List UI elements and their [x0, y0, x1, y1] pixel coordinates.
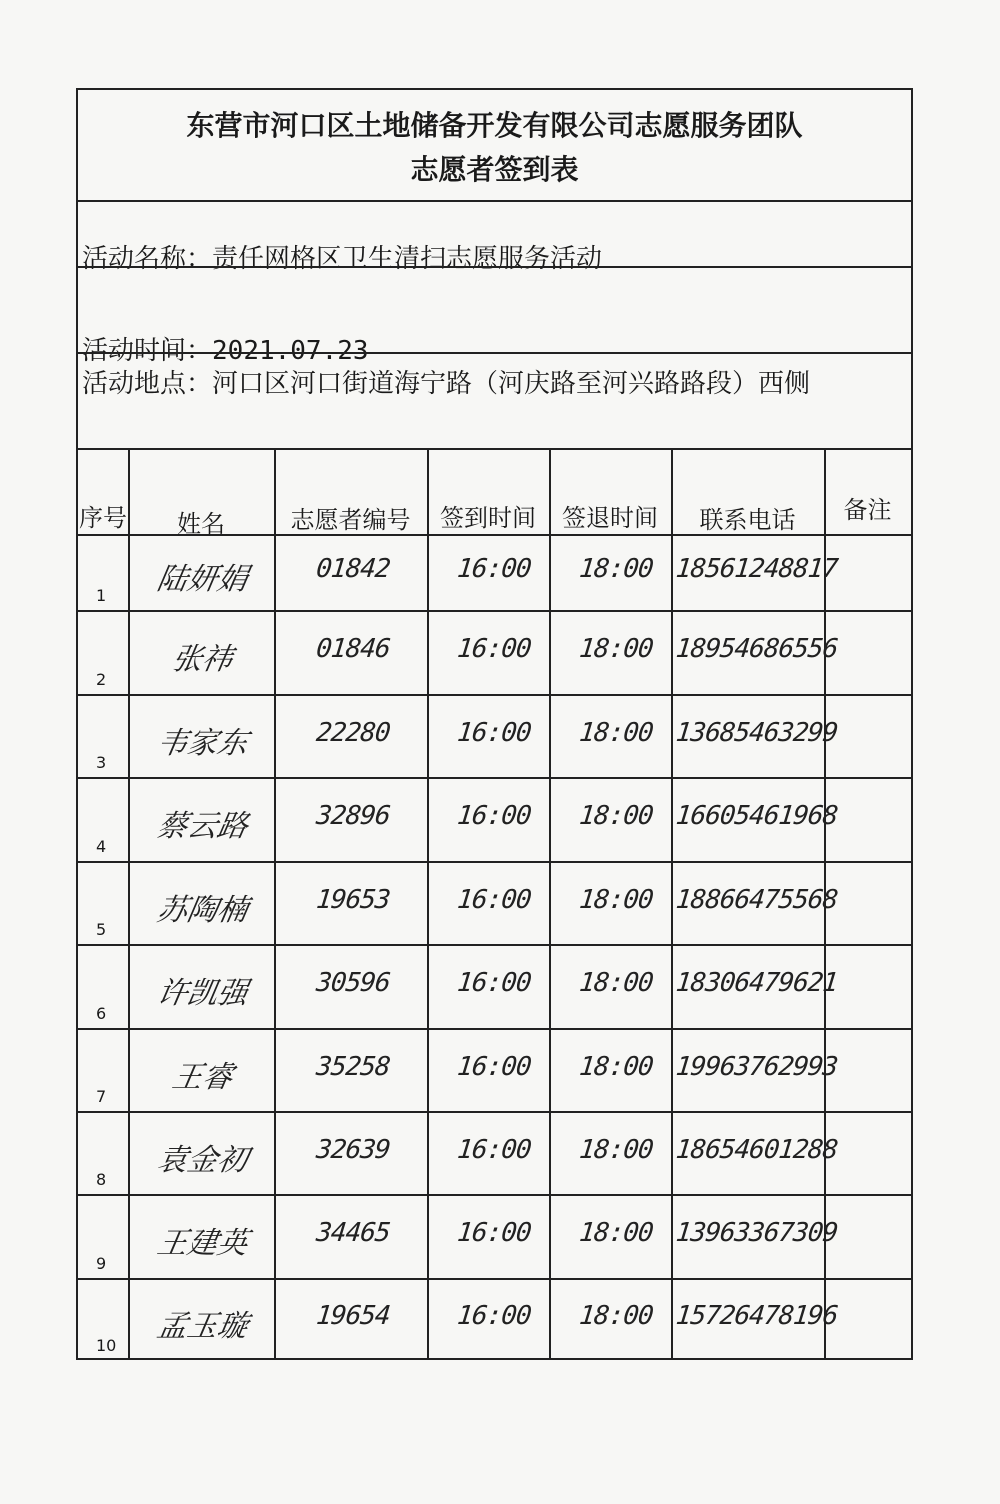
phone-number: 19963762993	[674, 1052, 839, 1082]
phone-number: 15726478196	[674, 1301, 839, 1331]
activity-place-label: 活动地点：	[82, 369, 213, 399]
volunteer-signature: 孟玉璇	[154, 1309, 251, 1344]
phone-number: 13963367309	[674, 1218, 839, 1248]
row-number: 10	[96, 1336, 117, 1355]
row-number: 3	[96, 753, 107, 772]
checkin-time: 16:00	[455, 1052, 533, 1082]
checkin-time: 16:00	[455, 1301, 533, 1331]
row-divider	[78, 1028, 911, 1030]
volunteer-id: 19653	[314, 885, 392, 915]
volunteer-id: 22280	[314, 718, 392, 748]
header-volunteer-id: 志愿者编号	[290, 506, 411, 534]
phone-number: 18654601288	[674, 1135, 839, 1165]
title-line-1: 东营市河口区土地储备开发有限公司志愿服务团队	[186, 109, 803, 142]
row-number: 8	[96, 1170, 107, 1189]
checkin-time: 16:00	[455, 1218, 533, 1248]
volunteer-id: 30596	[314, 968, 392, 998]
header-checkin-time: 签到时间	[440, 504, 536, 532]
checkout-time: 18:00	[577, 634, 655, 664]
divider	[78, 266, 911, 268]
volunteer-id: 19654	[314, 1301, 392, 1331]
phone-number: 16605461968	[674, 801, 839, 831]
checkin-time: 16:00	[455, 718, 533, 748]
volunteer-id: 32896	[314, 801, 392, 831]
checkin-time: 16:00	[455, 1135, 533, 1165]
activity-name-value: 责任网格区卫生清扫志愿服务活动	[212, 244, 603, 274]
header-checkout-time: 签退时间	[562, 504, 658, 532]
header-name: 姓名	[177, 510, 225, 538]
checkin-time: 16:00	[455, 885, 533, 915]
volunteer-signature: 蔡云路	[154, 809, 251, 844]
activity-time-value: 2021.07.23	[212, 336, 369, 366]
row-number: 9	[96, 1254, 107, 1273]
volunteer-id: 35258	[314, 1052, 392, 1082]
row-number: 2	[96, 670, 107, 689]
volunteer-signature: 陆妍娟	[154, 562, 251, 597]
volunteer-signature: 苏陶楠	[154, 893, 251, 928]
row-divider	[78, 694, 911, 696]
volunteer-signature: 王睿	[169, 1060, 236, 1095]
volunteer-signature: 许凯强	[154, 976, 251, 1011]
checkin-time: 16:00	[455, 801, 533, 831]
volunteer-signature: 韦家东	[154, 726, 251, 761]
phone-number: 13685463299	[674, 718, 839, 748]
row-number: 6	[96, 1004, 107, 1023]
activity-name-row	[82, 238, 602, 275]
volunteer-id: 01842	[314, 554, 392, 584]
checkin-time: 16:00	[455, 554, 533, 584]
volunteer-id: 01846	[314, 634, 392, 664]
row-number: 5	[96, 920, 107, 939]
header-note: 备注	[843, 496, 892, 524]
checkout-time: 18:00	[577, 1218, 655, 1248]
row-divider	[78, 777, 911, 779]
phone-number: 18954686556	[674, 634, 839, 664]
row-divider	[78, 861, 911, 863]
row-number: 7	[96, 1087, 107, 1106]
checkin-time: 16:00	[455, 634, 533, 664]
table-top-line	[78, 448, 911, 450]
volunteer-signature: 王建英	[154, 1226, 251, 1261]
volunteer-signature: 袁金初	[154, 1143, 251, 1178]
row-divider	[78, 534, 911, 536]
row-number: 1	[96, 586, 107, 605]
checkout-time: 18:00	[577, 718, 655, 748]
checkout-time: 18:00	[577, 1135, 655, 1165]
activity-place-row	[82, 364, 903, 404]
volunteer-signature: 张祎	[169, 642, 236, 677]
row-number: 4	[96, 837, 107, 856]
divider	[78, 200, 911, 202]
phone-number: 18561248817	[674, 554, 839, 584]
header-no: 序号	[79, 504, 127, 532]
sheet-title	[78, 104, 911, 192]
sign-in-sheet	[76, 88, 913, 1360]
checkout-time: 18:00	[577, 1052, 655, 1082]
activity-name-label: 活动名称：	[82, 244, 213, 274]
header-phone: 联系电话	[699, 506, 796, 534]
checkin-time: 16:00	[455, 968, 533, 998]
divider	[78, 352, 911, 354]
phone-number: 18866475568	[674, 885, 839, 915]
activity-time-label: 活动时间：	[82, 336, 213, 366]
row-divider	[78, 1194, 911, 1196]
row-divider	[78, 1111, 911, 1113]
row-divider	[78, 610, 911, 612]
volunteer-id: 34465	[314, 1218, 392, 1248]
title-line-2: 志愿者签到表	[410, 153, 579, 186]
volunteer-id: 32639	[314, 1135, 392, 1165]
checkout-time: 18:00	[577, 801, 655, 831]
checkout-time: 18:00	[577, 885, 655, 915]
checkout-time: 18:00	[577, 554, 655, 584]
checkout-time: 18:00	[577, 968, 655, 998]
row-divider	[78, 1278, 911, 1280]
activity-time-row	[82, 330, 369, 367]
checkout-time: 18:00	[577, 1301, 655, 1331]
row-divider	[78, 944, 911, 946]
activity-place-value: 河口区河口街道海宁路（河庆路至河兴路路段）西侧	[212, 369, 811, 399]
phone-number: 18306479621	[674, 968, 839, 998]
volunteer-table	[78, 448, 911, 1360]
